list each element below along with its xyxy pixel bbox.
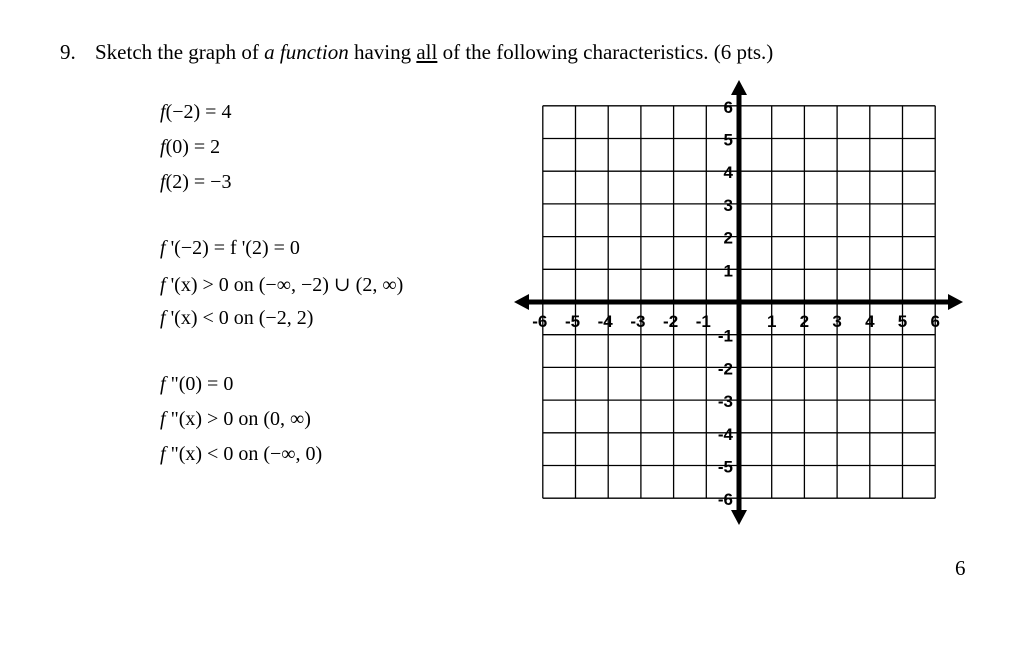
prompt-underline: all [416, 40, 438, 64]
prompt-part: of the following characteristics. (6 pts.) [437, 40, 774, 64]
x-tick-label: -2 [663, 312, 679, 331]
condition-first-derivative-2: f '(x) > 0 on (−∞, −2) ∪ (2, ∞) [160, 274, 404, 296]
y-tick-label: 2 [723, 228, 733, 248]
x-tick-label: 1 [766, 312, 777, 331]
y-tick-label: 1 [723, 261, 733, 281]
x-tick-label: -3 [630, 312, 646, 331]
condition-value-2: f(0) = 2 [160, 136, 221, 158]
y-tick-label: 3 [723, 195, 733, 215]
y-tick-label: -1 [717, 326, 733, 346]
condition-first-derivative-1: f '(−2) = f '(2) = 0 [160, 237, 300, 259]
condition-second-derivative-2: f "(x) > 0 on (0, ∞) [160, 408, 311, 430]
prompt-part: Sketch the graph of [95, 40, 265, 64]
x-tick-label: 2 [799, 312, 810, 331]
y-tick-label: -5 [717, 457, 733, 477]
x-axis-arrow-left-icon [514, 294, 529, 310]
axes [514, 80, 963, 525]
x-tick-label: 4 [865, 312, 875, 331]
y-tick-label: -2 [717, 359, 733, 379]
y-axis-arrow-up-icon [731, 80, 747, 95]
y-tick-label: 5 [723, 130, 733, 150]
condition-second-derivative-3: f "(x) < 0 on (−∞, 0) [160, 443, 323, 465]
x-tick-label: 5 [897, 312, 908, 331]
x-tick-label: 3 [832, 312, 842, 331]
prompt-emphasis: a function [264, 40, 349, 64]
y-axis-arrow-down-icon [731, 510, 747, 525]
condition-second-derivative-1: f "(0) = 0 [160, 373, 234, 395]
y-tick-label: 4 [723, 163, 733, 183]
x-axis-arrow-right-icon [948, 294, 963, 310]
x-tick-labels [532, 312, 940, 331]
x-tick-label: -4 [597, 312, 613, 331]
condition-value-1: f(−2) = 4 [160, 101, 232, 123]
x-tick-label: -5 [564, 312, 581, 331]
condition-value-3: f(2) = −3 [160, 171, 232, 193]
y-tick-label: -4 [717, 424, 733, 444]
y-tick-label: 6 [723, 97, 733, 117]
x-tick-label: -1 [695, 312, 711, 331]
prompt-part: having [348, 40, 417, 64]
condition-first-derivative-3: f '(x) < 0 on (−2, 2) [160, 307, 314, 329]
y-tick-label: -6 [717, 490, 733, 510]
y-tick-label: -3 [717, 392, 733, 412]
question-number: 9. [60, 40, 76, 64]
x-tick-label: 6 [930, 312, 940, 331]
page-number: 6 [955, 556, 966, 580]
x-tick-label: -6 [532, 312, 548, 331]
